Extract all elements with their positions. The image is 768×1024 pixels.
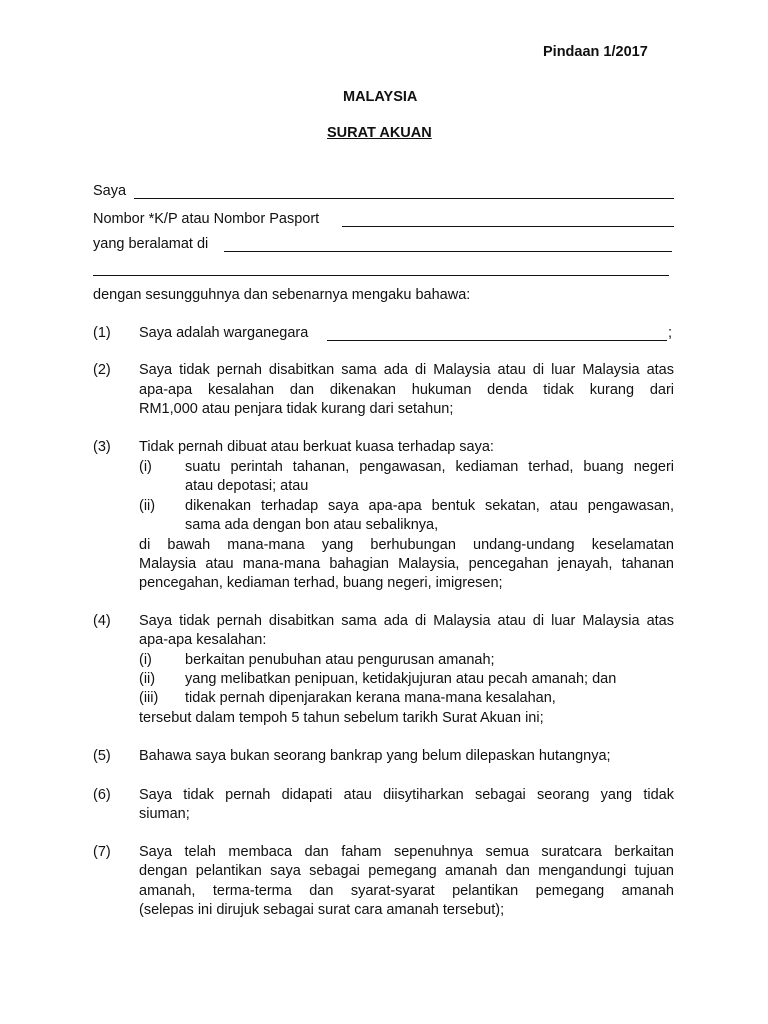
- ic-field-label: Nombor *K/P atau Nombor Pasport: [93, 211, 320, 227]
- subitem-number: (i): [139, 459, 152, 475]
- item-number: (6): [93, 787, 111, 803]
- item-4-tail: tersebut dalam tempoh 5 tahun sebelum tarikh Surat Akuan ini;: [139, 710, 544, 726]
- ic-fill-line: [342, 226, 674, 227]
- item-3-sub-2-line-1: dikenakan terhadap saya apa-apa bentuk sekatan, atau pengawasan,: [185, 498, 674, 514]
- subitem-number: (ii): [139, 671, 156, 687]
- item-4-sub-3: tidak pernah dipenjarakan kerana mana-mana kesalahan,: [185, 690, 556, 706]
- document-title: SURAT AKUAN: [327, 125, 432, 141]
- subitem-number: (iii): [139, 690, 159, 706]
- item-3-line-1: Tidak pernah dibuat atau berkuat kuasa terhadap saya:: [139, 439, 494, 455]
- address-field-label: yang beralamat di: [93, 236, 209, 252]
- intro-text: dengan sesungguhnya dan sebenarnya mengaku bahawa:: [93, 287, 471, 303]
- item-4-sub-1: berkaitan penubuhan atau pengurusan amanah;: [185, 652, 495, 668]
- item-5-line-1: Bahawa saya bukan seorang bankrap yang belum dilepaskan hutangnya;: [139, 748, 611, 764]
- item-3-tail-line-1: di bawah mana-mana yang berhubungan undang-undang keselamatan: [139, 537, 674, 553]
- item-1-text: Saya adalah warganegara: [139, 325, 309, 341]
- item-3-tail-line-2: Malaysia atau mana-mana bahagian Malaysia, pencegahan jenayah, tahanan: [139, 556, 674, 572]
- amendment-label: Pindaan 1/2017: [543, 44, 648, 60]
- country-heading: MALAYSIA: [343, 89, 418, 105]
- item-1-end: ;: [668, 325, 673, 341]
- citizenship-fill-line: [327, 340, 667, 341]
- item-number: (4): [93, 613, 111, 629]
- item-4-line-2: apa-apa kesalahan:: [139, 632, 267, 648]
- item-2-line-1: Saya tidak pernah disabitkan sama ada di Malaysia atau di luar Malaysia atas: [139, 362, 674, 378]
- address-fill-line: [224, 251, 672, 252]
- item-3-tail-line-3: pencegahan, kediaman terhad, buang negeri, imigresen;: [139, 575, 503, 591]
- name-fill-line: [134, 198, 674, 199]
- item-6-line-1: Saya tidak pernah didapati atau diisytiharkan sebagai seorang yang tidak: [139, 787, 674, 803]
- item-number: (3): [93, 439, 111, 455]
- item-7-line-4: (selepas ini dirujuk sebagai surat cara amanah tersebut);: [139, 902, 505, 918]
- item-number: (2): [93, 362, 111, 378]
- item-2-line-2: apa-apa kesalahan dan dikenakan hukuman denda tidak kurang dari: [139, 382, 674, 398]
- item-3-sub-1-line-1: suatu perintah tahanan, pengawasan, kediaman terhad, buang negeri: [185, 459, 674, 475]
- item-4-sub-2: yang melibatkan penipuan, ketidakjujuran atau pecah amanah; dan: [185, 671, 617, 687]
- subitem-number: (ii): [139, 498, 156, 514]
- item-7-line-3: amanah, terma-terma dan syarat-syarat pelantikan pemegang amanah: [139, 883, 674, 899]
- address-fill-line-2: [93, 275, 669, 276]
- item-4-line-1: Saya tidak pernah disabitkan sama ada di Malaysia atau di luar Malaysia atas: [139, 613, 674, 629]
- item-2-line-3: RM1,000 atau penjara tidak kurang dari setahun;: [139, 401, 454, 417]
- name-field-label: Saya: [93, 183, 127, 199]
- item-7-line-2: dengan pelantikan saya sebagai pemegang amanah dan mengandungi tujuan: [139, 863, 674, 879]
- item-3-sub-1-line-2: atau depotasi; atau: [185, 478, 309, 494]
- item-number: (7): [93, 844, 111, 860]
- item-3-sub-2-line-2: sama ada dengan bon atau sebaliknya,: [185, 517, 439, 533]
- subitem-number: (i): [139, 652, 152, 668]
- item-number: (1): [93, 325, 111, 341]
- item-7-line-1: Saya telah membaca dan faham sepenuhnya semua suratcara berkaitan: [139, 844, 674, 860]
- item-number: (5): [93, 748, 111, 764]
- item-6-line-2: siuman;: [139, 806, 190, 822]
